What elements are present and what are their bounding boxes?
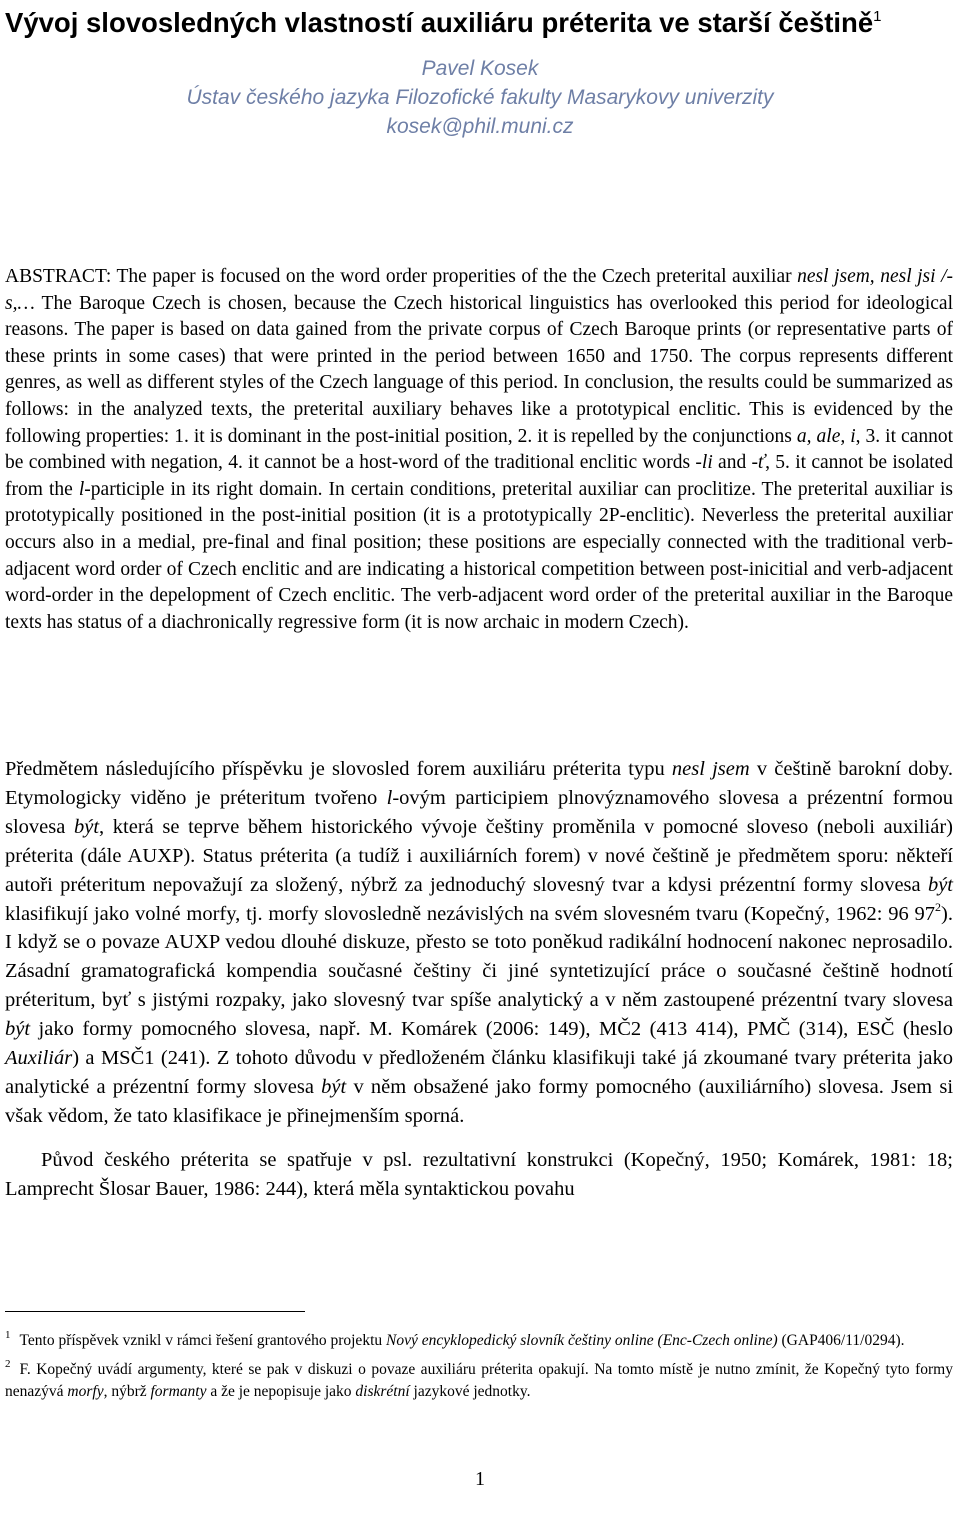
paragraph-italic: být — [927, 873, 953, 896]
footnote-italic: Nový encyklopedický slovník češtiny online (Enc-Czech online) — [386, 1332, 778, 1349]
footnote-text: F. Kopečný uvádí argumenty, které se pak v diskuzi o povaze auxiliáru préterita opakují. Na tomto místě je nutno zmínit, že Kopečný tyto formy nenazývá — [5, 1360, 953, 1400]
abstract-text: , 3. it cannot be combined with negation, 4. it cannot be a host-word of the traditional enclitic words — [5, 425, 953, 474]
author-name: Pavel Kosek — [421, 57, 539, 80]
paragraph-text: ) a MSČ1 (241). Z tohoto důvodu v předloženém článku klasifikuji také já zkoumané tvary préterita jako analytické a prézentní formy slovesa — [5, 1047, 953, 1098]
paragraph-text: Předmětem následujícího příspěvku je slovosled forem auxiliáru préterita typu — [5, 758, 672, 780]
author-email: kosek@phil.muni.cz — [386, 115, 574, 138]
paragraph-italic: být — [73, 815, 100, 838]
footnote-italic: formanty — [150, 1383, 207, 1400]
abstract-italic: -ť — [751, 452, 766, 474]
abstract-italic: nesl jsem, nesl jsi /-s,… — [5, 266, 954, 314]
page-number: 1 — [475, 1468, 485, 1490]
paragraph-italic: být — [5, 1018, 31, 1041]
paragraph-text: v češtině barokní doby. Etymologicky viděno je préteritum tvořeno — [5, 758, 953, 809]
paragraph-italic: l — [386, 786, 393, 809]
author-affiliation: Ústav českého jazyka Filozofické fakulty Masarykovy univerzity — [186, 86, 774, 109]
footnote-2 — [5, 1359, 953, 1404]
footnote-text: a že je nepopisuje jako — [206, 1383, 356, 1400]
paragraph-text: v něm obsažené jako formy pomocného (auxiliárního) slovesa. Jsem si však vědom, že tato klasifikace je přinejmenším sporná. — [5, 1075, 954, 1127]
abstract-text: and — [712, 452, 752, 474]
abstract-label: ABSTRACT: — [5, 266, 112, 287]
abstract-text: -participle in its right domain. In certain conditions, preterital auxiliar can proclitize. The preterital auxiliar is prototypically positioned in the post-initial position (it is a prototypically 2P-enclitic). Neverless the preterital auxiliar occurs also in a medial, pre-final and final position; these positions are especially connected with the traditional verb-adjacent word order of Czech enclitic and are indicating a historical competition between post-inicitial and verb-adjacent word-order in the depelopment of Czech enclitic. The verb-adjacent word order of the preterital auxiliar in the Baroque texts has status of a diachronically regressive form (it is now archaic in modern Czech). — [5, 478, 954, 633]
paragraph-italic: Auxiliár — [5, 1047, 73, 1070]
footnote-text: jazykové jednotky. — [409, 1383, 531, 1400]
title-text: Vývoj slovosledných vlastností auxiliáru préterita ve starší češtině — [5, 7, 874, 38]
footnote-1 — [5, 1330, 953, 1353]
paragraph-text: klasifikují jako volné morfy, tj. morfy slovosledně nezávislých na svém slovesném tvaru (Kopečný, 1962: 96 97 — [5, 902, 936, 925]
footnote-text: , nýbrž — [103, 1383, 151, 1400]
footnote-ref-2: 2 — [935, 899, 942, 914]
paper-title — [5, 0, 960, 40]
paragraph-text: -ovým participiem plnovýznamového slovesa a prézentní formou slovesa — [5, 786, 954, 838]
footnote-text: Tento příspěvek vznikl v rámci řešení grantového projektu — [19, 1332, 386, 1349]
title-footnote-mark: 1 — [873, 8, 882, 25]
paragraph-text: jako formy pomocného slovesa, např. M. Komárek (2006: 149), MČ2 (413 414), PMČ (314), ESČ (heslo — [30, 1018, 953, 1041]
paragraph-italic: nesl jsem — [671, 758, 750, 780]
paragraph-2: Původ českého préterita se spatřuje v psl. rezultativní konstrukci (Kopečný, 1950; Komárek, 1981: 18; Lamprecht Šlosar Bauer, 1986: 244), která měla syntaktickou povahu — [5, 1148, 953, 1200]
abstract-text: The Baroque Czech is chosen, because the Czech historical linguistics has overlooked this period for ideological reasons. The paper is based on data gained from the private corpus of Czech Baroque prints (or representative parts of these prints in some cases) that were printed in the period between 1650 and 1750. The corpus represents different genres, as well as different styles of the Czech language of this period. In conclusion, the results could be summarized as follows: in the analyzed texts, the preterital auxiliary behaves like a prototypical enclitic. This is evidenced by the following properties: 1. it is dominant in the post-initial position, 2. it is repelled by the conjunctions — [5, 292, 953, 447]
footnote-text: (GAP406/11/0294). — [777, 1332, 905, 1349]
footnote-italic: morfy — [67, 1383, 104, 1400]
footnote-mark: 2 — [5, 1357, 11, 1370]
footnote-italic: diskrétní — [355, 1383, 410, 1400]
paragraph-text: ). I když se o povaze AUXP vedou dlouhé diskuze, přesto se toto poněkud radikální hodnocení nakonec neprosadilo. Zásadní gramatografická kompendia současné češtiny či jiné syntetizující práce o současné češtině hodnotí préteritum, byť s jistými rozpaky, jako slovesný tvar spíše analytický a v něm zastoupené prézentní tvary slovesa — [5, 902, 953, 1012]
abstract-text: The paper is focused on the word order properities of the the Czech preterital auxiliar — [111, 266, 798, 287]
footnotes — [5, 1330, 953, 1410]
footnote-mark: 1 — [5, 1329, 11, 1341]
paragraph-text: , která se teprve během historického vývoje češtiny proměnila v pomocné sloveso (neboli auxiliár) préterita (dále AUXP). Status préterita (a tudíž i auxiliárních forem) v nové češtině je předmětem sporu: někteří autoři préteritum nepovažují za složený, nýbrž za jednoduchý slovesný tvar a kdysi prézentní formy slovesa — [5, 815, 953, 896]
abstract-italic: a, ale, i — [796, 425, 856, 447]
paragraph-italic: být — [321, 1075, 347, 1098]
footnote-divider — [5, 1311, 305, 1312]
abstract — [5, 264, 953, 636]
abstract-italic: l — [78, 478, 85, 500]
paragraph-1 — [5, 755, 953, 1131]
abstract-italic: -li — [695, 452, 713, 474]
body-text — [5, 755, 953, 1204]
abstract-text: , 5. it cannot be isolated from the — [5, 452, 954, 500]
